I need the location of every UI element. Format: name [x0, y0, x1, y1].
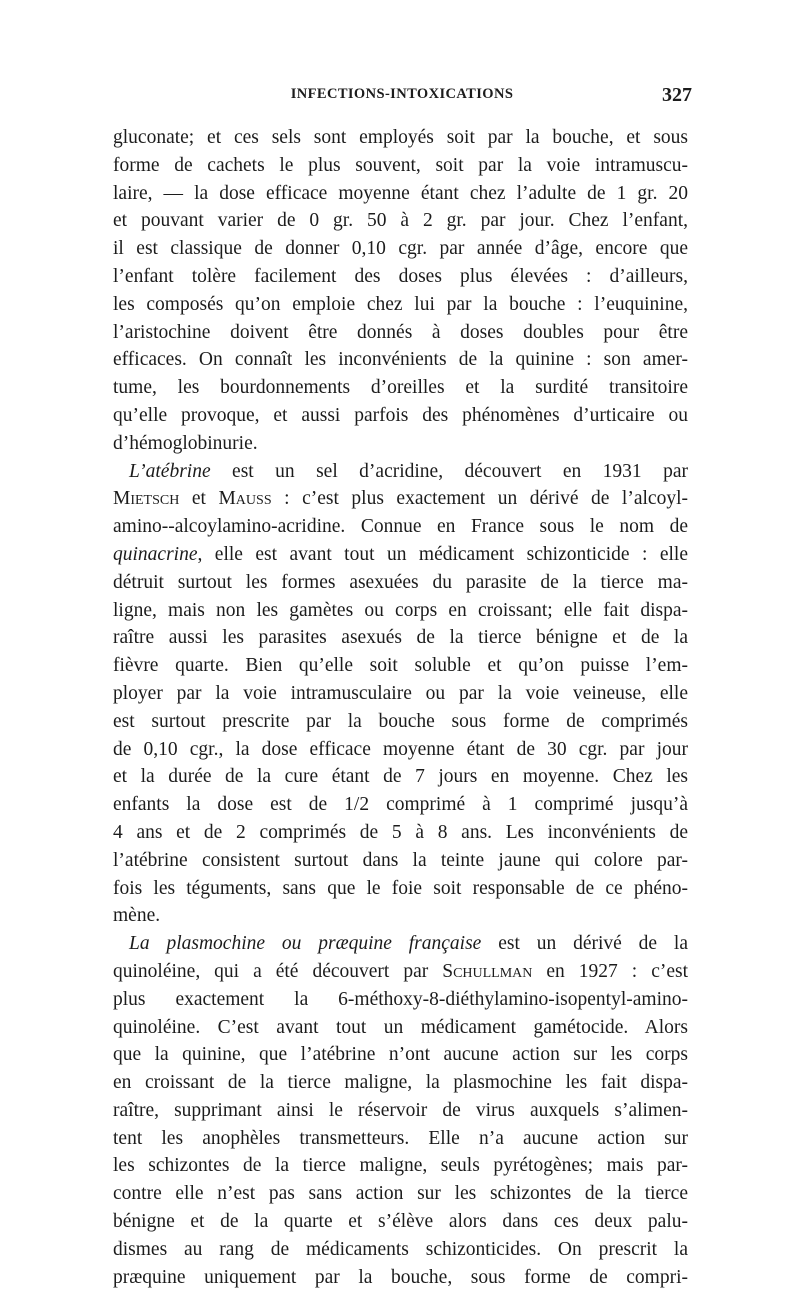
text-line — [113, 430, 688, 458]
text-line — [113, 736, 688, 764]
text-run: forme de cachets le plus souvent, soit par la voie intramuscu- — [113, 154, 688, 176]
text-line — [113, 374, 688, 402]
text-run: plus exactement la 6-méthoxy-8-diéthylamino-isopentyl-amino- — [113, 988, 688, 1010]
text-run: l’aristochine doivent être donnés à doses doubles pour être — [113, 321, 688, 343]
text-line — [113, 569, 688, 597]
text-run: , elle est avant tout un médicament schizonticide : elle — [197, 543, 688, 565]
text-line — [113, 624, 688, 652]
text-run: l’atébrine consistent surtout dans la teinte jaune qui colore par- — [113, 849, 688, 871]
text-run: Mauss — [218, 488, 272, 510]
text-run: est surtout prescrite par la bouche sous forme de comprimés — [113, 710, 688, 732]
text-line — [113, 207, 688, 235]
text-run: tume, les bourdonnements d’oreilles et la surdité transitoire — [113, 377, 688, 399]
text-line — [113, 458, 688, 486]
text-run: raître, supprimant ainsi le réservoir de virus auxquels s’alimen- — [113, 1099, 688, 1121]
text-line — [113, 1014, 688, 1042]
text-run: que la quinine, que l’atébrine n’ont aucune action sur les corps — [113, 1044, 688, 1066]
text-line — [113, 875, 688, 903]
text-line — [113, 819, 688, 847]
text-run: qu’elle provoque, et aussi parfois des phénomènes d’urticaire ou — [113, 404, 688, 426]
text-line — [113, 235, 688, 263]
text-run: laire, — la dose efficace moyenne étant chez l’adulte de 1 gr. 20 — [113, 182, 688, 204]
text-run: l’enfant tolère facilement des doses plus élevées : d’ailleurs, — [113, 265, 688, 287]
text-line — [113, 541, 688, 569]
text-run: de 0,10 cgr., la dose efficace moyenne étant de 30 cgr. par jour — [113, 738, 688, 760]
page-number: 327 — [662, 84, 692, 106]
text-run: ployer par la voie intramusculaire ou par la voie veineuse, elle — [113, 682, 688, 704]
text-line — [113, 680, 688, 708]
text-run: Schullman — [442, 960, 533, 982]
text-run: est un dérivé de la — [481, 933, 688, 955]
text-line — [113, 708, 688, 736]
text-run: raître aussi les parasites asexués de la tierce bénigne et de la — [113, 627, 688, 649]
text-run: enfants la dose est de 1/2 comprimé à 1 comprimé jusqu’à — [113, 794, 688, 816]
text-line — [113, 346, 688, 374]
running-title: INFECTIONS-INTOXICATIONS — [290, 86, 514, 102]
text-run: et — [179, 488, 219, 510]
text-line — [113, 124, 688, 152]
text-line — [113, 958, 688, 986]
text-line — [113, 902, 688, 930]
text-line — [113, 152, 688, 180]
text-line — [113, 291, 688, 319]
text-line — [113, 652, 688, 680]
text-run: La plasmochine ou præquine française — [129, 933, 482, 955]
text-line — [113, 791, 688, 819]
text-run: fièvre quarte. Bien qu’elle soit soluble et qu’on puisse l’em- — [113, 655, 688, 677]
text-line — [113, 485, 688, 513]
text-line — [113, 1180, 688, 1208]
text-run: quinacrine — [113, 543, 198, 565]
text-line — [113, 763, 688, 791]
text-run: 4 ans et de 2 comprimés de 5 à 8 ans. Les inconvénients de — [113, 821, 688, 843]
text-run: fois les téguments, sans que le foie soit responsable de ce phéno- — [113, 877, 688, 899]
text-run: quinoléine, qui a été découvert par — [113, 960, 443, 982]
text-line — [113, 1097, 688, 1125]
text-run: il est classique de donner 0,10 cgr. par année d’âge, encore que — [113, 238, 688, 260]
text-line — [113, 1208, 688, 1236]
text-line — [113, 986, 688, 1014]
text-run: ligne, mais non les gamètes ou corps en croissant; elle fait dispa- — [113, 599, 688, 621]
text-line — [113, 1125, 688, 1153]
text-run: les schizontes de la tierce maligne, seuls pyrétogènes; mais par- — [113, 1155, 688, 1177]
text-run: bénigne et de la quarte et s’élève alors dans ces deux palu- — [113, 1211, 688, 1233]
text-run: mène. — [113, 905, 161, 927]
text-line — [113, 1069, 688, 1097]
text-line — [113, 180, 688, 208]
text-run: contre elle n’est pas sans action sur les schizontes de la tierce — [113, 1183, 688, 1205]
text-line — [113, 1041, 688, 1069]
text-run: d’hémoglobinurie. — [113, 432, 258, 454]
text-run: L’atébrine — [129, 460, 211, 482]
text-run: præquine uniquement par la bouche, sous forme de compri- — [113, 1266, 688, 1288]
body-text — [113, 124, 688, 1291]
text-line — [113, 930, 688, 958]
text-run: tent les anophèles transmetteurs. Elle n’a aucune action sur — [113, 1127, 688, 1149]
text-line — [113, 597, 688, 625]
text-run: et la durée de la cure étant de 7 jours en moyenne. Chez les — [113, 766, 688, 788]
text-line — [113, 263, 688, 291]
text-run: détruit surtout les formes asexuées du parasite de la tierce ma- — [113, 571, 688, 593]
text-line — [113, 1152, 688, 1180]
text-run: efficaces. On connaît les inconvénients de la quinine : son amer- — [113, 349, 688, 371]
running-head — [112, 84, 692, 108]
text-line — [113, 402, 688, 430]
text-line — [113, 1264, 688, 1291]
text-run: Mietsch — [113, 488, 180, 510]
text-run: les composés qu’on emploie chez lui par la bouche : l’euquinine, — [113, 293, 688, 315]
text-line — [113, 1236, 688, 1264]
text-run: : c’est plus exactement un dérivé de l’alcoyl- — [271, 488, 688, 510]
text-line — [113, 513, 688, 541]
text-run: dismes au rang de médicaments schizonticides. On prescrit la — [113, 1238, 688, 1260]
text-run: gluconate; et ces sels sont employés soit par la bouche, et sous — [113, 127, 688, 148]
text-run: en 1927 : c’est — [532, 960, 689, 982]
text-run: est un sel d’acridine, découvert en 1931 par — [210, 460, 688, 482]
text-line — [113, 847, 688, 875]
text-run: et pouvant varier de 0 gr. 50 à 2 gr. par jour. Chez l’enfant, — [113, 210, 688, 232]
text-run: amino--alcoylamino-acridine. Connue en France sous le nom de — [113, 516, 688, 538]
text-run: en croissant de la tierce maligne, la plasmochine les fait dispa- — [113, 1072, 688, 1094]
text-run: quinoléine. C’est avant tout un médicament gamétocide. Alors — [113, 1016, 688, 1038]
text-line — [113, 319, 688, 347]
